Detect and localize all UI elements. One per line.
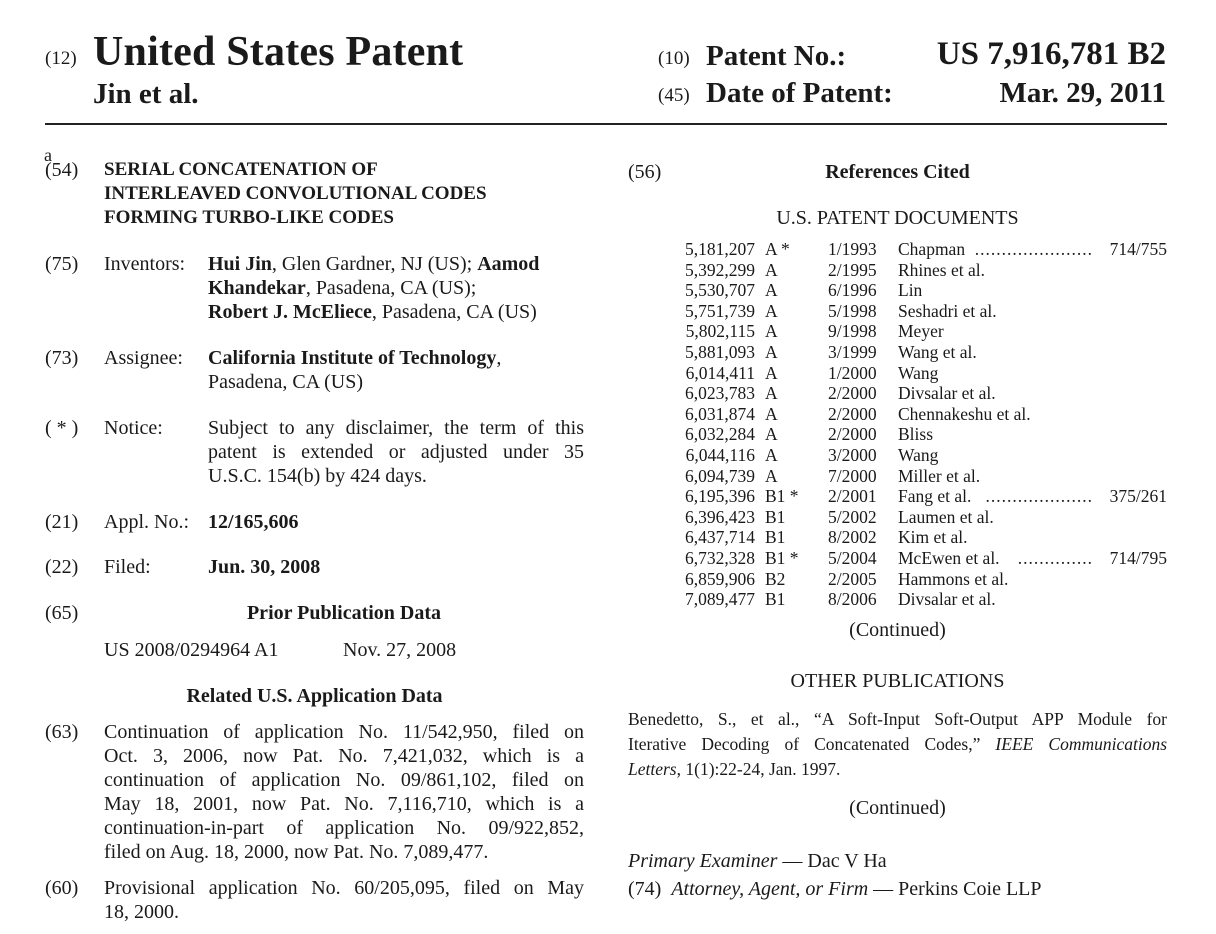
- inventor-location: , Glen Gardner, NJ (US);: [271, 253, 478, 275]
- continuation-line: filed on Aug. 18, 2000, now Pat. No. 7,089,477.: [104, 841, 489, 863]
- reference-kind: A: [765, 362, 778, 383]
- prior-pub-date: Nov. 27, 2008: [343, 639, 457, 661]
- continuation-line: May 18, 2001, now Pat. No. 7,116,710, which is a: [104, 793, 584, 815]
- notice-label: Notice:: [104, 417, 163, 439]
- reference-name: Fang et al.: [898, 486, 972, 507]
- reference-number: 5,751,739: [685, 300, 755, 321]
- reference-date: 6/1996: [828, 280, 877, 301]
- provisional-line: Provisional application No. 60/205,095, filed on May: [104, 877, 584, 899]
- reference-name: Wang: [898, 445, 939, 465]
- reference-number: 5,392,299: [685, 259, 755, 280]
- reference-date: 2/2001: [828, 486, 877, 507]
- reference-date: 8/2002: [828, 527, 877, 548]
- reference-date: 2/2000: [828, 403, 877, 424]
- reference-number: 5,802,115: [685, 321, 755, 342]
- reference-number: 6,094,739: [685, 465, 755, 486]
- other-publication: [628, 707, 1167, 782]
- code-65: (65): [45, 602, 79, 624]
- reference-number: 6,023,783: [685, 383, 755, 404]
- notice-line: U.S.C. 154(b) by 424 days.: [208, 465, 427, 487]
- code-10: (10): [658, 48, 690, 69]
- reference-name: Wang: [898, 362, 939, 383]
- pub-citation: , 1(1):22-24, Jan. 1997.: [676, 759, 841, 779]
- reference-date: 8/2006: [828, 589, 877, 610]
- stray-mark: a: [44, 145, 52, 165]
- code-21: (21): [45, 511, 79, 533]
- reference-number: 6,195,396: [685, 486, 755, 507]
- examiner-label: Primary Examiner: [628, 850, 778, 872]
- assignee-name: California Institute of Technology: [208, 347, 497, 369]
- reference-date: 7/2000: [828, 465, 877, 486]
- notice-line: Subject to any disclaimer, the term of this: [208, 417, 584, 439]
- reference-row: [673, 486, 1167, 506]
- attorney: [628, 877, 1042, 901]
- reference-class: 375/261: [1109, 486, 1167, 507]
- reference-row: [673, 548, 1167, 568]
- reference-row: [673, 280, 1167, 300]
- inventor-name: Hui Jin: [208, 253, 272, 275]
- title-line: SERIAL CONCATENATION OF: [104, 159, 378, 180]
- reference-name: Meyer: [898, 321, 944, 342]
- code-45: (45): [658, 85, 690, 106]
- continuation-line: Oct. 3, 2006, now Pat. No. 7,421,032, which is a: [104, 745, 584, 767]
- attorney-sep: —: [868, 878, 899, 900]
- reference-name: Rhines et al.: [898, 259, 985, 280]
- code-56: (56): [628, 161, 662, 183]
- pub-journal: IEEE Communications: [995, 734, 1168, 754]
- reference-leader-dots: ..............: [1017, 548, 1093, 568]
- reference-name: Chennakeshu et al.: [898, 403, 1031, 424]
- pub-line: Iterative Decoding of Concatenated Codes,”: [628, 734, 996, 754]
- prior-pub-number: US 2008/0294964 A1: [104, 639, 279, 661]
- reference-row: [673, 589, 1167, 609]
- reference-row: [673, 445, 1167, 465]
- reference-row: [673, 507, 1167, 527]
- assignee-comma: ,: [496, 347, 502, 369]
- reference-row: [673, 569, 1167, 589]
- code-12: (12): [45, 48, 77, 69]
- reference-name: Hammons et al.: [898, 568, 1009, 589]
- reference-date: 3/2000: [828, 445, 877, 465]
- authors: Jin et al.: [93, 78, 199, 110]
- examiner-sep: —: [777, 850, 808, 872]
- pub-line: Benedetto, S., et al., “A Soft-Input Soft-Output APP Module for: [628, 709, 1167, 729]
- code-75: (75): [45, 253, 79, 275]
- reference-row: [673, 424, 1167, 444]
- reference-kind: A: [765, 259, 778, 280]
- reference-kind: B2: [765, 568, 786, 589]
- reference-number: 7,089,477: [685, 589, 755, 610]
- invention-title: [104, 158, 487, 230]
- code-73: (73): [45, 347, 79, 369]
- inventor-name: Aamod: [477, 253, 540, 275]
- reference-date: 3/1999: [828, 342, 877, 362]
- continuation-line: continuation-in-part of application No. 09/922,852,: [104, 817, 584, 839]
- reference-leader-dots: ....................: [985, 486, 1093, 507]
- reference-name: Chapman: [898, 239, 966, 259]
- reference-row: [673, 404, 1167, 424]
- reference-kind: A: [765, 403, 778, 424]
- reference-date: 2/2005: [828, 568, 877, 589]
- reference-class: 714/795: [1109, 548, 1167, 568]
- prior-publication-heading: Prior Publication Data: [246, 602, 442, 624]
- provisional-text: [104, 876, 584, 924]
- reference-kind: B1: [765, 527, 786, 548]
- continuation-text: [104, 720, 584, 864]
- filed-label: Filed:: [104, 556, 151, 578]
- reference-name: Bliss: [898, 424, 934, 445]
- other-publications-heading: OTHER PUBLICATIONS: [790, 670, 1005, 692]
- continued-pubs: (Continued): [849, 797, 946, 819]
- reference-row: [673, 466, 1167, 486]
- assignee-label: Assignee:: [104, 347, 183, 369]
- reference-date: 2/2000: [828, 424, 877, 445]
- code-60: (60): [45, 877, 79, 899]
- reference-name: McEwen et al.: [898, 548, 1000, 568]
- reference-kind: B1 *: [765, 486, 799, 507]
- patent-date: Mar. 29, 2011: [999, 77, 1166, 109]
- us-docs-heading: U.S. PATENT DOCUMENTS: [776, 207, 1019, 229]
- reference-kind: A: [765, 342, 778, 362]
- patent-no-label: Patent No.:: [706, 40, 847, 72]
- header-rule: [45, 123, 1167, 125]
- notice-code: ( * ): [45, 417, 79, 439]
- reference-row: [673, 383, 1167, 403]
- reference-kind: B1 *: [765, 548, 799, 568]
- reference-number: 6,732,328: [685, 548, 755, 568]
- reference-number: 5,181,207: [685, 239, 755, 259]
- reference-name: Kim et al.: [898, 527, 968, 548]
- appl-no-label: Appl. No.:: [104, 511, 189, 533]
- patent-number: US 7,916,781 B2: [936, 36, 1166, 72]
- title-line: INTERLEAVED CONVOLUTIONAL CODES: [104, 183, 487, 204]
- reference-kind: A: [765, 383, 778, 404]
- reference-kind: A: [765, 321, 778, 342]
- reference-kind: B1: [765, 506, 786, 527]
- reference-number: 6,044,116: [685, 445, 755, 465]
- provisional-line: 18, 2000.: [104, 901, 179, 923]
- reference-kind: A: [765, 445, 778, 465]
- inventor-name: Khandekar: [208, 277, 306, 299]
- reference-number: 6,859,906: [685, 568, 755, 589]
- reference-date: 2/2000: [828, 383, 877, 404]
- attorney-label: Attorney, Agent, or Firm: [671, 878, 869, 900]
- reference-name: Laumen et al.: [898, 506, 994, 527]
- reference-date: 1/2000: [828, 362, 877, 383]
- continuation-line: continuation of application No. 09/861,102, filed on: [104, 769, 584, 791]
- reference-date: 5/1998: [828, 300, 877, 321]
- reference-number: 6,032,284: [685, 424, 755, 445]
- code-54: (54): [45, 159, 79, 181]
- reference-number: 6,437,714: [685, 527, 755, 548]
- title-line: FORMING TURBO-LIKE CODES: [104, 207, 394, 228]
- reference-date: 5/2002: [828, 506, 877, 527]
- reference-row: [673, 527, 1167, 547]
- reference-row: [673, 342, 1167, 362]
- reference-row: [673, 363, 1167, 383]
- notice-text: [208, 416, 584, 488]
- continuation-line: Continuation of application No. 11/542,950, filed on: [104, 721, 584, 743]
- date-label: Date of Patent:: [706, 77, 893, 109]
- reference-date: 1/1993: [828, 239, 877, 259]
- reference-row: [673, 260, 1167, 280]
- reference-leader-dots: ......................: [974, 239, 1093, 259]
- reference-number: 5,881,093: [685, 342, 755, 362]
- appl-no: 12/165,606: [208, 511, 299, 533]
- attorney-firm: Perkins Coie LLP: [898, 878, 1042, 900]
- reference-name: Miller et al.: [898, 465, 981, 486]
- reference-date: 5/2004: [828, 548, 877, 568]
- reference-row: [673, 321, 1167, 341]
- related-app-heading: Related U.S. Application Data: [186, 685, 443, 707]
- inventor-name: Robert J. McEliece: [208, 301, 372, 323]
- primary-examiner: [628, 849, 887, 873]
- reference-kind: B1: [765, 589, 786, 610]
- references-heading: References Cited: [825, 161, 970, 183]
- inventor-location: , Pasadena, CA (US): [371, 301, 537, 323]
- reference-name: Divsalar et al.: [898, 383, 996, 404]
- notice-line: patent is extended or adjusted under 35: [208, 441, 584, 463]
- reference-date: 9/1998: [828, 321, 877, 342]
- inventors: [208, 252, 584, 324]
- reference-kind: A: [765, 424, 778, 445]
- reference-kind: A: [765, 280, 778, 301]
- continued-refs: (Continued): [849, 619, 946, 641]
- code-22: (22): [45, 556, 79, 578]
- assignee-location: Pasadena, CA (US): [208, 371, 363, 393]
- reference-name: Divsalar et al.: [898, 589, 996, 610]
- inventor-location: , Pasadena, CA (US);: [305, 277, 477, 299]
- reference-number: 6,031,874: [685, 403, 755, 424]
- reference-row: [673, 239, 1167, 259]
- patent-type-title: United States Patent: [93, 29, 464, 75]
- reference-kind: A *: [765, 239, 790, 259]
- reference-date: 2/1995: [828, 259, 877, 280]
- reference-class: 714/755: [1109, 239, 1167, 259]
- reference-number: 5,530,707: [685, 280, 755, 301]
- reference-name: Wang et al.: [898, 342, 977, 362]
- examiner-name: Dac V Ha: [807, 850, 887, 872]
- reference-kind: A: [765, 300, 778, 321]
- reference-name: Lin: [898, 280, 923, 301]
- pub-journal: Letters: [628, 759, 677, 779]
- reference-number: 6,014,411: [685, 362, 755, 383]
- inventors-label: Inventors:: [104, 253, 186, 275]
- code-74: (74): [628, 878, 662, 900]
- code-63: (63): [45, 721, 79, 743]
- assignee: [208, 346, 584, 394]
- reference-name: Seshadri et al.: [898, 300, 997, 321]
- filed-date: Jun. 30, 2008: [208, 556, 321, 578]
- reference-kind: A: [765, 465, 778, 486]
- reference-row: [673, 301, 1167, 321]
- reference-number: 6,396,423: [685, 506, 755, 527]
